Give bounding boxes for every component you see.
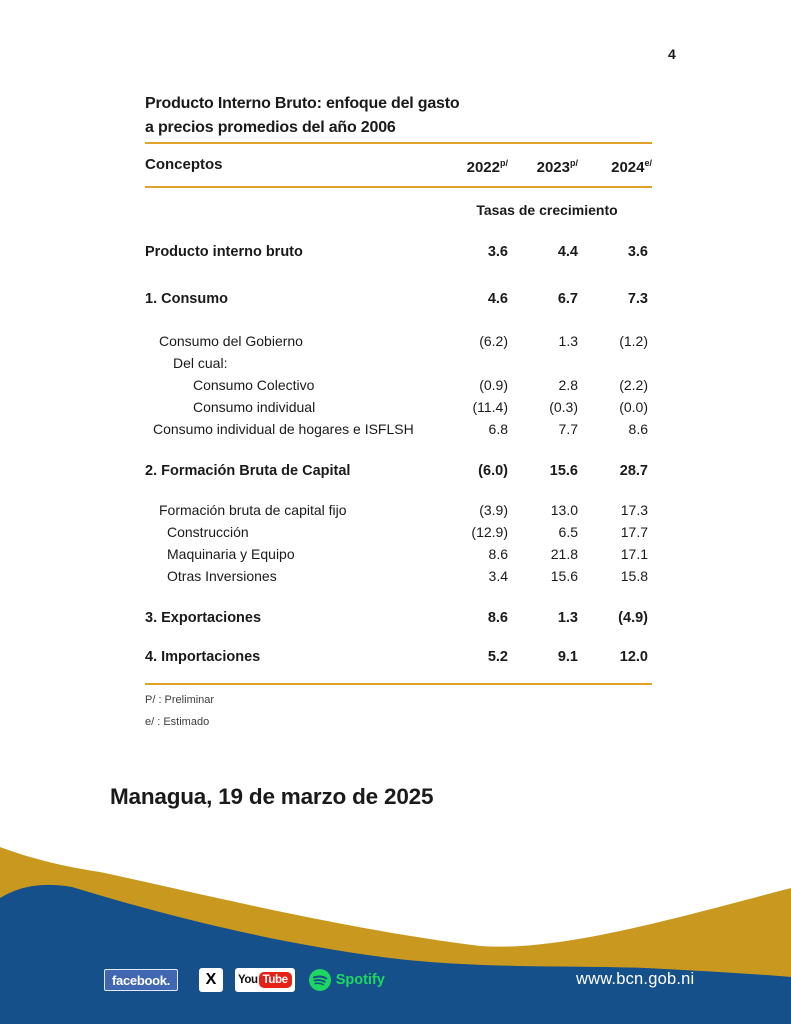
superscript-e: e/ bbox=[644, 157, 652, 168]
table-row bbox=[145, 438, 652, 480]
value-cell: 4.6 bbox=[487, 291, 508, 307]
value-cell: 17.7 bbox=[620, 524, 648, 540]
value-cell: 17.3 bbox=[620, 502, 648, 518]
value-cell: 3.4 bbox=[488, 568, 508, 584]
table-row bbox=[145, 627, 652, 666]
value-cell: 21.8 bbox=[550, 546, 578, 562]
table-row bbox=[145, 261, 652, 308]
footnote-estimado: e/ : Estimado bbox=[145, 716, 210, 728]
row-label: Consumo Colectivo bbox=[193, 377, 315, 393]
row-label: 4. Importaciones bbox=[145, 649, 261, 665]
value-cell: 3.6 bbox=[487, 244, 508, 260]
value-cell: 1.3 bbox=[557, 610, 578, 626]
value-cell: (2.2) bbox=[619, 377, 648, 393]
value-cell: 7.7 bbox=[558, 421, 578, 437]
row-label: Formación bruta de capital fijo bbox=[159, 502, 347, 518]
value-cell: 15.6 bbox=[549, 463, 578, 479]
value-cell: 4.4 bbox=[557, 244, 578, 260]
value-cell: 15.6 bbox=[550, 568, 578, 584]
value-cell bbox=[442, 350, 508, 372]
table-row bbox=[145, 219, 652, 261]
table-row bbox=[145, 372, 652, 394]
facebook-icon[interactable]: facebook. bbox=[104, 969, 178, 991]
value-cell: 6.7 bbox=[557, 291, 578, 307]
superscript-p: p/ bbox=[570, 157, 578, 168]
value-cell: (11.4) bbox=[472, 399, 508, 415]
row-label: Consumo del Gobierno bbox=[159, 333, 303, 349]
value-cell: (4.9) bbox=[618, 610, 648, 626]
dateline: Managua, 19 de marzo de 2025 bbox=[110, 784, 434, 809]
subheader-tasas-de-crecimiento: Tasas de crecimiento bbox=[476, 202, 618, 218]
table-subheader-row bbox=[145, 187, 652, 219]
value-cell: (0.9) bbox=[479, 377, 508, 393]
table-row bbox=[145, 416, 652, 438]
footnotes bbox=[145, 683, 652, 728]
table-row bbox=[145, 541, 652, 563]
column-header-2022: $2022^{p/}$ bbox=[442, 143, 508, 187]
table-row bbox=[145, 480, 652, 519]
youtube-icon[interactable]: You Tube bbox=[235, 968, 295, 992]
row-label: Consumo individual de hogares e ISFLSH bbox=[153, 421, 414, 437]
value-cell: (6.0) bbox=[478, 463, 508, 479]
table-row bbox=[145, 585, 652, 627]
page-number: 4 bbox=[668, 46, 676, 62]
value-cell: 1.3 bbox=[558, 333, 578, 349]
value-cell: (6.2) bbox=[479, 333, 508, 349]
value-cell: (0.3) bbox=[549, 399, 578, 415]
value-cell: 9.1 bbox=[557, 649, 578, 665]
row-label: Consumo individual bbox=[193, 399, 316, 415]
row-label: 1. Consumo bbox=[145, 291, 228, 307]
table-title-line1: Producto Interno Bruto: enfoque del gasto bbox=[145, 95, 460, 112]
row-label: Construcción bbox=[167, 524, 249, 540]
table-header-row bbox=[145, 143, 652, 187]
value-cell bbox=[578, 350, 652, 372]
value-cell: 5.2 bbox=[487, 649, 508, 665]
value-cell: 2.8 bbox=[558, 377, 578, 393]
value-cell: 7.3 bbox=[627, 291, 648, 307]
row-label: Del cual: bbox=[173, 355, 228, 371]
table-row bbox=[145, 308, 652, 350]
footer bbox=[0, 832, 791, 1024]
table-row bbox=[145, 394, 652, 416]
column-header-2024: $2024^{e/}$ bbox=[578, 143, 652, 187]
value-cell: 15.8 bbox=[620, 568, 648, 584]
table-row bbox=[145, 350, 652, 372]
value-cell: 17.1 bbox=[620, 546, 648, 562]
website-link[interactable]: www.bcn.gob.ni bbox=[576, 970, 695, 988]
footnote-preliminar: P/ : Preliminar bbox=[145, 694, 215, 706]
row-label: Maquinaria y Equipo bbox=[167, 546, 295, 562]
value-cell: 3.6 bbox=[627, 244, 648, 260]
row-label: 2. Formación Bruta de Capital bbox=[145, 463, 351, 479]
value-cell: (0.0) bbox=[619, 399, 648, 415]
value-cell: 12.0 bbox=[619, 649, 648, 665]
x-twitter-icon[interactable]: X bbox=[199, 968, 223, 992]
value-cell: 8.6 bbox=[628, 421, 648, 437]
value-cell: 6.5 bbox=[558, 524, 578, 540]
value-cell: (12.9) bbox=[471, 524, 508, 540]
gdp-table bbox=[145, 142, 652, 738]
table-title bbox=[145, 92, 459, 140]
row-label: Producto interno bruto bbox=[145, 244, 303, 260]
value-cell: (1.2) bbox=[619, 333, 648, 349]
spotify-logo-circle bbox=[309, 969, 331, 991]
value-cell: 6.8 bbox=[488, 421, 508, 437]
value-cell: 28.7 bbox=[619, 463, 648, 479]
value-cell: 8.6 bbox=[487, 610, 508, 626]
table-row bbox=[145, 519, 652, 541]
value-cell bbox=[508, 350, 578, 372]
wave-decoration bbox=[0, 832, 791, 1024]
value-cell: 13.0 bbox=[550, 502, 578, 518]
column-header-2023: $2023^{p/}$ bbox=[508, 143, 578, 187]
table-row bbox=[145, 563, 652, 585]
value-cell: (3.9) bbox=[479, 502, 508, 518]
superscript-p: p/ bbox=[500, 157, 508, 168]
social-links bbox=[104, 968, 385, 992]
value-cell: 8.6 bbox=[488, 546, 508, 562]
table-title-line2: a precios promedios del año 2006 bbox=[145, 119, 396, 136]
column-header-conceptos: Conceptos bbox=[145, 143, 442, 187]
spotify-icon[interactable]: Spotify bbox=[309, 969, 385, 991]
row-label: 3. Exportaciones bbox=[145, 610, 262, 626]
row-label: Otras Inversiones bbox=[167, 568, 277, 584]
